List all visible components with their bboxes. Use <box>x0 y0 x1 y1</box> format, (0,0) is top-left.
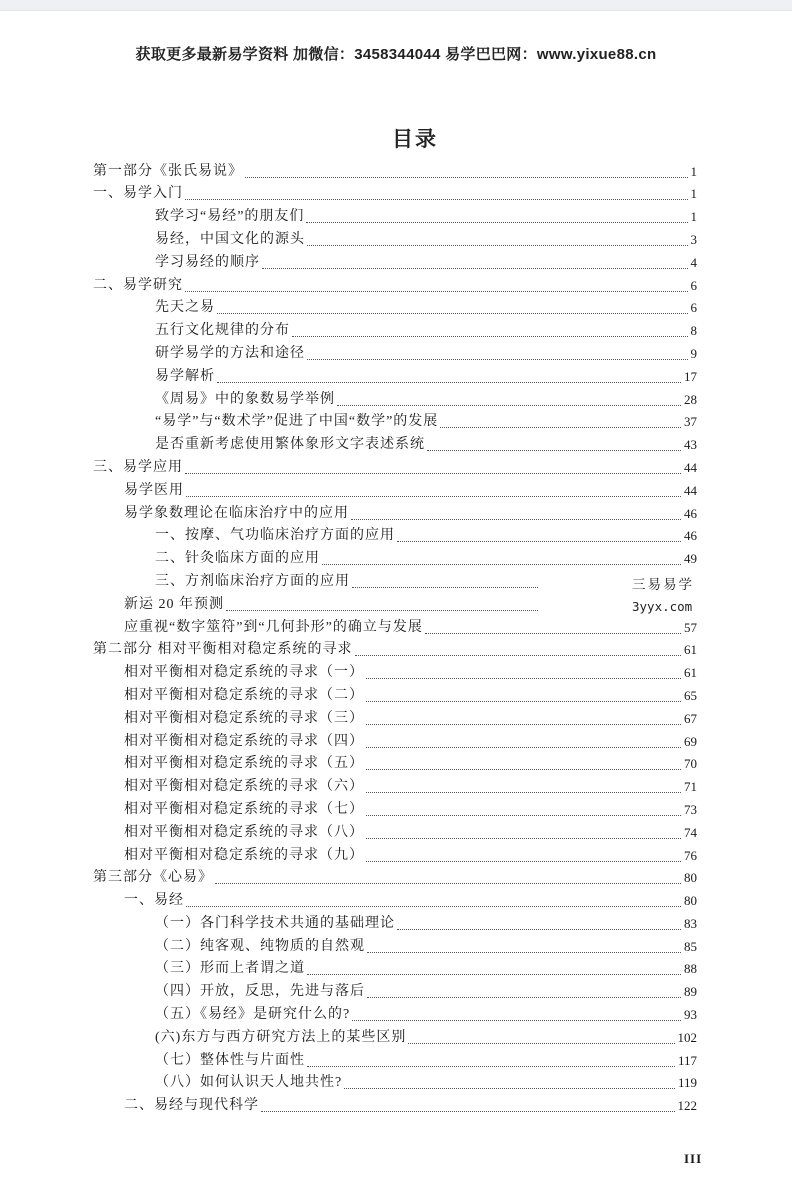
toc-entry-label: （八）如何认识天人地共性? <box>155 1075 343 1091</box>
toc-entry-label: 易学医用 <box>124 482 184 498</box>
toc-entry-label: 易学解析 <box>155 368 215 384</box>
dot-leader <box>261 1095 675 1112</box>
toc-entry <box>0 799 792 822</box>
toc-entry-label: 一、按摩、气功临床治疗方面的应用 <box>155 528 395 544</box>
toc-entry <box>0 343 792 366</box>
toc-entry-label: 三、易学应用 <box>93 459 183 475</box>
toc-entry <box>0 936 792 959</box>
toc-entry-page: 85 <box>684 938 697 954</box>
toc-entry-page: 3 <box>690 231 697 247</box>
toc-entry-label: 五行文化规律的分布 <box>155 323 290 339</box>
toc-entry <box>0 1027 792 1050</box>
toc-entry <box>0 434 792 457</box>
toc-entry-label: 二、易经与现代科学 <box>124 1098 259 1114</box>
toc-entry <box>0 548 792 571</box>
dot-leader <box>366 845 681 862</box>
toc-entry-label: （五）《易经》是研究什么的? <box>155 1007 351 1023</box>
toc-entry-label: （四）开放，反思，先进与落后 <box>155 984 365 1000</box>
dot-leader <box>397 525 681 542</box>
toc-entry <box>0 708 792 731</box>
dot-leader <box>366 662 681 679</box>
toc-entry <box>0 206 792 229</box>
toc-entry-label: 研学易学的方法和途径 <box>155 345 305 361</box>
toc-entry-page: 76 <box>684 847 697 863</box>
toc-entry <box>0 1050 792 1073</box>
toc-entry-label: 二、易学研究 <box>93 277 183 293</box>
toc-entry <box>0 662 792 685</box>
dot-leader <box>215 867 681 884</box>
toc-entry <box>0 1095 792 1118</box>
dot-leader <box>366 731 681 748</box>
toc-list <box>0 161 792 1118</box>
toc-entry-label: 学习易经的顺序 <box>155 254 260 270</box>
toc-entry <box>0 753 792 776</box>
toc-entry-label: 相对平衡相对稳定系统的寻求（五） <box>124 756 364 772</box>
toc-entry <box>0 389 792 412</box>
dot-leader <box>366 822 681 839</box>
toc-entry-page: 93 <box>684 1007 697 1023</box>
dot-leader <box>367 981 681 998</box>
toc-entry <box>0 776 792 799</box>
toc-entry-label: 相对平衡相对稳定系统的寻求（九） <box>124 847 364 863</box>
toc-entry-page: 44 <box>684 459 697 475</box>
toc-entry <box>0 411 792 434</box>
toc-entry <box>0 958 792 981</box>
dot-leader <box>344 1072 675 1089</box>
toc-entry <box>0 183 792 206</box>
toc-entry-label: “易学”与“数术学”促进了中国“数学”的发展 <box>155 414 439 430</box>
toc-entry-label: 相对平衡相对稳定系统的寻求（六） <box>124 779 364 795</box>
toc-entry-label: 相对平衡相对稳定系统的寻求（四） <box>124 733 364 749</box>
toc-entry-label: 相对平衡相对稳定系统的寻求（七） <box>124 801 364 817</box>
toc-entry-page: 69 <box>684 733 697 749</box>
toc-entry <box>0 480 792 503</box>
toc-entry-page: 8 <box>690 323 697 339</box>
toc-entry-page: 6 <box>690 300 697 316</box>
dot-leader <box>367 936 681 953</box>
toc-entry-label: 新运 20 年预测 <box>124 596 224 612</box>
toc-entry-page: 49 <box>684 551 697 567</box>
dot-leader <box>366 708 681 725</box>
toc-entry-page: 119 <box>677 1075 697 1091</box>
viewer-top-strip <box>0 0 792 11</box>
dot-leader <box>262 252 688 269</box>
dot-leader <box>366 799 681 816</box>
toc-entry <box>0 275 792 298</box>
toc-entry <box>0 252 792 275</box>
toc-entry-label: 一、易学入门 <box>93 186 183 202</box>
watermark-url: 3yyx.com <box>632 599 693 614</box>
dot-leader <box>322 548 681 565</box>
dot-leader <box>427 434 681 451</box>
dot-leader <box>337 389 681 406</box>
dot-leader <box>217 297 688 314</box>
dot-leader <box>352 1004 681 1021</box>
toc-entry <box>0 981 792 1004</box>
toc-entry-label: 先天之易 <box>155 300 215 316</box>
toc-entry <box>0 457 792 480</box>
dot-leader <box>185 457 681 474</box>
toc-entry <box>0 685 792 708</box>
toc-entry <box>0 229 792 252</box>
toc-entry-page: 65 <box>684 687 697 703</box>
toc-entry-page: 80 <box>684 870 697 886</box>
dot-leader <box>245 161 688 178</box>
toc-entry-page: 1 <box>690 186 697 202</box>
toc-entry <box>0 366 792 389</box>
toc-entry <box>0 867 792 890</box>
toc-entry-label: 易学象数理论在临床治疗中的应用 <box>124 505 349 521</box>
dot-leader <box>366 753 681 770</box>
toc-entry-page: 46 <box>684 505 697 521</box>
toc-entry-page: 1 <box>690 163 697 179</box>
dot-leader <box>306 206 687 223</box>
toc-entry-label: 《周易》中的象数易学举例 <box>155 391 335 407</box>
toc-entry-label: 第三部分《心易》 <box>93 870 213 886</box>
toc-entry-label: 二、针灸临床方面的应用 <box>155 551 320 567</box>
watermark <box>538 574 703 619</box>
toc-entry-page: 6 <box>690 277 697 293</box>
toc-entry <box>0 503 792 526</box>
dot-leader <box>186 480 681 497</box>
toc-entry-page: 73 <box>684 801 697 817</box>
dot-leader <box>440 411 681 428</box>
watermark-brand: 三易易学 <box>632 577 694 593</box>
dot-leader <box>292 320 688 337</box>
dot-leader <box>397 913 681 930</box>
toc-entry-page: 57 <box>684 619 697 635</box>
page-header-banner: 获取更多最新易学资料 加微信：3458344044 易学巴巴网：www.yixue88.cn <box>135 46 657 63</box>
dot-leader <box>307 343 688 360</box>
toc-entry <box>0 890 792 913</box>
toc-entry-page: 17 <box>684 368 697 384</box>
toc-entry-page: 61 <box>684 665 697 681</box>
toc-entry-label: 三、方剂临床治疗方面的应用 <box>155 573 350 589</box>
dot-leader <box>366 685 681 702</box>
toc-entry-page: 74 <box>684 824 697 840</box>
toc-entry <box>0 320 792 343</box>
toc-entry-label: 相对平衡相对稳定系统的寻求（八） <box>124 824 364 840</box>
dot-leader <box>186 890 681 907</box>
toc-entry <box>0 1004 792 1027</box>
toc-entry <box>0 913 792 936</box>
toc-entry-page: 43 <box>684 437 697 453</box>
toc-entry-label: 易经，中国文化的源头 <box>155 231 305 247</box>
toc-entry-label: 致学习“易经”的朋友们 <box>155 209 305 225</box>
toc-entry <box>0 845 792 868</box>
toc-entry-page: 46 <box>684 528 697 544</box>
toc-entry <box>0 297 792 320</box>
dot-leader <box>425 617 681 634</box>
toc-entry-page: 122 <box>677 1098 697 1114</box>
toc-entry-page: 83 <box>684 915 697 931</box>
toc-entry <box>0 1072 792 1095</box>
toc-entry <box>0 639 792 662</box>
dot-leader <box>408 1027 674 1044</box>
dot-leader <box>351 503 681 520</box>
toc-entry-label: （七）整体性与片面性 <box>155 1052 305 1068</box>
toc-entry-page: 88 <box>684 961 697 977</box>
toc-entry-page: 9 <box>690 345 697 361</box>
toc-entry-label: （三）形而上者谓之道 <box>155 961 305 977</box>
dot-leader <box>185 183 688 200</box>
dot-leader <box>217 366 681 383</box>
toc-entry <box>0 617 792 640</box>
toc-entry-label: 相对平衡相对稳定系统的寻求（三） <box>124 710 364 726</box>
page-number: III <box>684 1151 703 1166</box>
toc-entry <box>0 822 792 845</box>
toc-entry-page: 117 <box>677 1052 697 1068</box>
toc-entry-page: 70 <box>684 756 697 772</box>
toc-entry-label: 相对平衡相对稳定系统的寻求（二） <box>124 687 364 703</box>
toc-entry-page: 89 <box>684 984 697 1000</box>
toc-entry-page: 61 <box>684 642 697 658</box>
dot-leader <box>355 639 682 656</box>
toc-entry-label: 第一部分《张氏易说》 <box>93 163 243 179</box>
toc-entry-page: 44 <box>684 482 697 498</box>
toc-entry <box>0 731 792 754</box>
toc-entry-label: 第二部分 相对平衡相对稳定系统的寻求 <box>93 642 353 658</box>
toc-entry-label: 是否重新考虑使用繁体象形文字表述系统 <box>155 437 425 453</box>
toc-entry-label: 应重视“数字筮符”到“几何卦形”的确立与发展 <box>124 619 423 635</box>
dot-leader <box>307 229 688 246</box>
toc-entry-label: （二）纯客观、纯物质的自然观 <box>155 938 365 954</box>
dot-leader <box>307 958 681 975</box>
toc-entry-label: 一、易经 <box>124 893 184 909</box>
toc-entry-page: 67 <box>684 710 697 726</box>
toc-title: 目录 <box>392 127 438 151</box>
toc-entry <box>0 525 792 548</box>
toc-entry <box>0 161 792 184</box>
toc-entry-label: 相对平衡相对稳定系统的寻求（一） <box>124 665 364 681</box>
toc-entry-page: 37 <box>684 414 697 430</box>
dot-leader <box>307 1050 675 1067</box>
toc-entry-page: 1 <box>690 209 697 225</box>
dot-leader <box>185 275 688 292</box>
toc-entry-page: 80 <box>684 893 697 909</box>
toc-entry-page: 71 <box>684 779 697 795</box>
toc-entry-page: 102 <box>677 1029 697 1045</box>
dot-leader <box>366 776 681 793</box>
toc-entry-label: (六)东方与西方研究方法上的某些区别 <box>155 1029 407 1045</box>
toc-entry-page: 4 <box>690 254 697 270</box>
toc-entry-page: 28 <box>684 391 697 407</box>
toc-entry-label: （一）各门科学技术共通的基础理论 <box>155 915 395 931</box>
